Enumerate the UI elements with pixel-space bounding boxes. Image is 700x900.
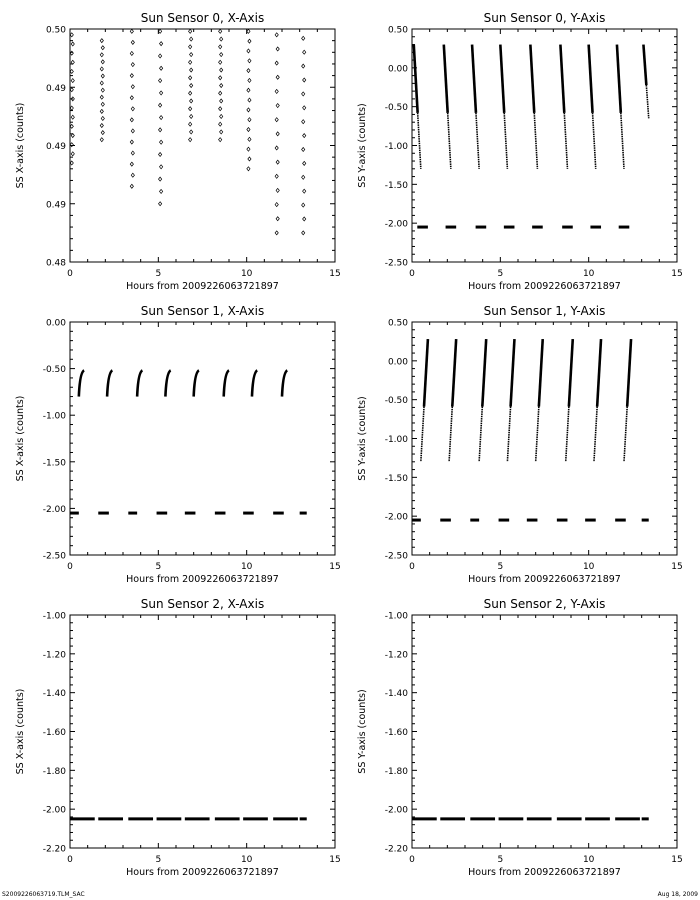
y-tick-label: -2.50 [42, 551, 66, 562]
data-line [589, 45, 593, 113]
data-arc [194, 370, 199, 396]
data-point [219, 60, 222, 64]
data-point [220, 37, 223, 41]
data-line [627, 339, 631, 406]
data-line-tail [418, 113, 421, 169]
data-point [302, 92, 305, 96]
chart-panel-0 [15, 11, 341, 292]
data-line [569, 339, 573, 406]
data-point [247, 128, 250, 132]
data-line-tail [593, 113, 596, 169]
data-point [190, 84, 193, 88]
x-tick-label: 10 [240, 562, 253, 572]
plot-frame [412, 322, 677, 555]
data-point [159, 54, 162, 58]
y-tick-label: -1.50 [42, 458, 66, 469]
data-point [276, 47, 279, 51]
data-point [247, 88, 250, 92]
data-point [247, 147, 250, 151]
y-tick-label: 0.49 [45, 200, 66, 211]
y-tick-label: -1.00 [384, 611, 408, 622]
y-tick-label: -1.50 [384, 180, 408, 191]
data-point [303, 217, 306, 221]
data-point [220, 99, 223, 103]
data-line-tail [421, 407, 424, 462]
x-axis-label: Hours from 2009226063721897 [126, 281, 279, 292]
data-line [452, 339, 456, 406]
data-point [275, 231, 278, 235]
data-point [130, 118, 133, 122]
data-point [220, 84, 223, 88]
data-point [159, 79, 162, 83]
x-tick-label: 10 [582, 855, 595, 865]
y-tick-label: -1.60 [384, 728, 408, 738]
data-point [190, 130, 193, 134]
data-point [160, 91, 163, 95]
data-point [70, 143, 73, 147]
y-tick-label: 0.50 [45, 25, 66, 36]
x-tick-label: 10 [240, 855, 253, 865]
data-point [160, 165, 163, 169]
data-point [70, 69, 73, 73]
data-line-tail [566, 407, 569, 462]
data-point [131, 40, 134, 44]
data-point [219, 91, 222, 95]
data-point [100, 124, 103, 128]
y-tick-label: -1.00 [384, 142, 408, 152]
data-line-tail [504, 113, 507, 169]
data-line [597, 339, 601, 406]
data-point [219, 76, 222, 80]
data-point [130, 74, 133, 78]
y-tick-label: 0.00 [387, 64, 408, 75]
data-point [100, 53, 103, 57]
data-point [220, 53, 223, 57]
y-axis-label: SS Y-axis (counts) [357, 689, 368, 774]
y-tick-label: -0.50 [384, 396, 408, 407]
data-line-tail [646, 85, 648, 118]
data-point [247, 108, 250, 112]
data-point [275, 61, 278, 65]
data-point [303, 106, 306, 110]
x-tick-label: 0 [409, 855, 415, 865]
data-line [472, 45, 476, 113]
x-tick-label: 5 [497, 269, 504, 279]
data-line [500, 45, 504, 113]
chart-title: Sun Sensor 1, X-Axis [140, 304, 265, 318]
data-point [302, 175, 305, 179]
plot-frame [70, 615, 335, 848]
data-point [303, 50, 306, 54]
data-point [130, 140, 133, 144]
y-axis-label: SS Y-axis (counts) [357, 396, 368, 481]
chart-panel-5 [357, 597, 683, 878]
plot-frame [412, 615, 677, 848]
data-line [539, 339, 543, 406]
data-point [101, 74, 104, 78]
y-tick-label: 0.48 [45, 258, 66, 269]
y-tick-label: 0.00 [45, 318, 66, 329]
data-point [160, 42, 163, 46]
y-tick-label: -2.00 [384, 512, 408, 523]
data-point [276, 188, 279, 192]
data-arc [282, 370, 287, 396]
data-point [101, 131, 104, 135]
data-line [643, 45, 646, 86]
data-point [276, 75, 279, 79]
data-line [530, 45, 534, 113]
y-tick-label: -1.20 [384, 650, 408, 661]
data-line [414, 45, 418, 113]
data-line-tail [624, 407, 627, 462]
data-point [131, 85, 134, 89]
data-point [101, 116, 104, 120]
data-point [302, 231, 305, 235]
chart-title: Sun Sensor 0, X-Axis [140, 11, 265, 25]
y-tick-label: -2.00 [384, 805, 408, 816]
x-tick-label: 15 [671, 269, 683, 279]
x-tick-label: 15 [329, 562, 341, 572]
x-tick-label: 5 [155, 562, 162, 572]
y-tick-label: -0.50 [42, 365, 66, 376]
data-point [100, 39, 103, 43]
data-point [100, 67, 103, 71]
data-point [70, 161, 73, 165]
data-point [70, 51, 73, 55]
data-point [219, 29, 222, 33]
data-point [303, 161, 306, 165]
data-point [160, 66, 163, 70]
data-point [70, 124, 73, 128]
data-point [160, 140, 163, 144]
data-point [159, 152, 162, 156]
data-arc [137, 370, 142, 396]
data-point [276, 217, 279, 221]
data-line-tail [564, 113, 567, 169]
chart-panel-4 [15, 597, 341, 878]
y-tick-label: -1.40 [384, 689, 408, 700]
data-point [101, 102, 104, 106]
footer-filename: S2009226063719.TLM_SAC [2, 891, 85, 898]
x-tick-label: 10 [240, 269, 253, 279]
data-point [276, 104, 279, 108]
data-point [248, 98, 251, 102]
y-tick-label: -1.80 [384, 766, 408, 777]
data-point [101, 60, 104, 64]
data-point [220, 68, 223, 72]
data-point [100, 95, 103, 99]
data-point [130, 184, 133, 188]
data-point [190, 99, 193, 103]
data-point [247, 69, 250, 73]
data-point [219, 107, 222, 111]
y-tick-label: -1.50 [384, 473, 408, 484]
data-point [71, 42, 74, 46]
chart-title: Sun Sensor 1, Y-Axis [483, 304, 606, 318]
y-tick-label: -1.00 [42, 611, 66, 622]
data-point [275, 203, 278, 207]
data-point [247, 49, 250, 53]
data-point [131, 63, 134, 67]
data-point [248, 59, 251, 63]
y-tick-label: 0.49 [45, 83, 66, 94]
data-point [275, 174, 278, 178]
y-axis-label: SS X-axis (counts) [15, 395, 26, 482]
series-0 [70, 29, 306, 235]
y-tick-label: -1.40 [42, 689, 66, 700]
data-point [101, 88, 104, 92]
x-tick-label: 5 [155, 269, 162, 279]
y-tick-label: 0.00 [387, 357, 408, 368]
x-tick-label: 0 [67, 855, 73, 865]
y-tick-label: -1.80 [42, 766, 66, 777]
data-point [303, 189, 306, 193]
data-point [71, 115, 74, 119]
data-point [190, 53, 193, 57]
data-point [247, 29, 250, 33]
data-line-tail [507, 407, 510, 462]
x-tick-label: 15 [329, 269, 341, 279]
y-tick-label: 0.50 [387, 318, 408, 329]
data-point [275, 33, 278, 37]
chart-title: Sun Sensor 2, X-Axis [140, 597, 265, 611]
data-line [482, 339, 486, 406]
data-line [444, 45, 448, 113]
data-line-tail [536, 407, 539, 462]
data-arc [79, 370, 84, 396]
data-line [511, 339, 515, 406]
data-point [276, 160, 279, 164]
x-tick-label: 0 [67, 562, 73, 572]
series-0 [79, 370, 287, 396]
y-tick-label: -1.00 [42, 411, 66, 422]
x-axis-label: Hours from 2009226063721897 [468, 867, 621, 878]
data-point [220, 130, 223, 134]
data-line-tail [479, 407, 482, 462]
data-line-tail [594, 407, 597, 462]
data-point [71, 79, 74, 83]
data-point [159, 103, 162, 107]
data-point [131, 107, 134, 111]
data-line-tail [476, 113, 479, 169]
y-tick-label: 0.49 [45, 142, 66, 152]
data-line [424, 339, 428, 406]
data-point [248, 137, 251, 141]
data-point [159, 177, 162, 181]
x-axis-label: Hours from 2009226063721897 [126, 867, 279, 878]
data-line-tail [448, 113, 451, 169]
data-point [189, 138, 192, 142]
data-arc [165, 370, 170, 396]
data-point [189, 91, 192, 95]
data-point [248, 118, 251, 122]
data-point [275, 146, 278, 150]
plot-frame [70, 322, 335, 555]
data-point [159, 202, 162, 206]
data-point [130, 29, 133, 33]
data-point [220, 114, 223, 118]
data-point [70, 88, 73, 92]
x-tick-label: 0 [409, 269, 415, 279]
data-point [131, 173, 134, 177]
data-point [71, 152, 74, 156]
data-point [189, 45, 192, 49]
chart-panel-2 [15, 304, 341, 585]
footer-date: Aug 18, 2009 [657, 891, 698, 898]
data-point [189, 76, 192, 80]
data-point [189, 107, 192, 111]
x-tick-label: 5 [497, 855, 504, 865]
data-point [100, 109, 103, 113]
x-tick-label: 10 [582, 562, 595, 572]
series-0 [414, 45, 649, 169]
data-line-tail [449, 407, 452, 462]
data-point [130, 162, 133, 166]
data-point [302, 147, 305, 151]
x-tick-label: 5 [497, 562, 504, 572]
series-0 [421, 339, 631, 462]
y-tick-label: -2.20 [42, 844, 66, 855]
data-point [131, 151, 134, 155]
x-tick-label: 0 [409, 562, 415, 572]
data-line [617, 45, 621, 113]
y-tick-label: 0.50 [387, 25, 408, 36]
data-point [189, 29, 192, 33]
data-arc [107, 370, 112, 396]
x-tick-label: 5 [155, 855, 162, 865]
data-point [100, 81, 103, 85]
data-point [302, 36, 305, 40]
y-axis-label: SS X-axis (counts) [15, 688, 26, 775]
data-point [159, 128, 162, 132]
chart-panel-1 [357, 11, 683, 292]
data-point [190, 114, 193, 118]
data-point [247, 167, 250, 171]
data-point [275, 89, 278, 93]
y-tick-label: -2.50 [384, 551, 408, 562]
data-point [302, 203, 305, 207]
data-point [219, 45, 222, 49]
y-axis-label: SS Y-axis (counts) [357, 103, 368, 188]
y-tick-label: -1.00 [384, 435, 408, 445]
data-point [130, 51, 133, 55]
data-point [190, 37, 193, 41]
y-tick-label: -2.00 [42, 805, 66, 816]
data-line [560, 45, 564, 113]
data-point [275, 118, 278, 122]
chart-title: Sun Sensor 2, Y-Axis [483, 597, 606, 611]
y-tick-label: -1.20 [42, 650, 66, 661]
data-arc [252, 370, 257, 396]
data-point [190, 68, 193, 72]
plot-frame [70, 29, 335, 262]
data-point [70, 106, 73, 110]
x-tick-label: 15 [671, 562, 683, 572]
x-axis-label: Hours from 2009226063721897 [468, 281, 621, 292]
x-axis-label: Hours from 2009226063721897 [468, 574, 621, 585]
y-tick-label: -2.00 [42, 504, 66, 515]
chart-title: Sun Sensor 0, Y-Axis [483, 11, 606, 25]
data-point [100, 138, 103, 142]
y-tick-label: -0.50 [384, 103, 408, 114]
data-point [219, 138, 222, 142]
x-tick-label: 15 [329, 855, 341, 865]
x-tick-label: 15 [671, 855, 683, 865]
data-arc [224, 370, 229, 396]
y-tick-label: -2.20 [384, 844, 408, 855]
chart-panel-3 [357, 304, 683, 585]
y-tick-label: -1.60 [42, 728, 66, 738]
data-point [302, 64, 305, 68]
data-point [303, 134, 306, 138]
data-line-tail [534, 113, 537, 169]
data-point [302, 120, 305, 124]
data-point [276, 132, 279, 136]
data-point [70, 33, 73, 37]
data-point [160, 189, 163, 193]
x-tick-label: 10 [582, 269, 595, 279]
data-point [189, 122, 192, 126]
data-point [159, 29, 162, 33]
y-axis-label: SS X-axis (counts) [15, 102, 26, 189]
data-point [130, 96, 133, 100]
data-point [131, 129, 134, 133]
x-tick-label: 0 [67, 269, 73, 279]
data-point [219, 122, 222, 126]
x-axis-label: Hours from 2009226063721897 [126, 574, 279, 585]
data-point [101, 46, 104, 50]
data-point [248, 157, 251, 161]
data-point [160, 116, 163, 120]
y-tick-label: -2.50 [384, 258, 408, 269]
data-point [189, 60, 192, 64]
data-point [248, 39, 251, 43]
y-tick-label: -2.00 [384, 219, 408, 230]
data-point [248, 78, 251, 82]
data-line-tail [621, 113, 624, 169]
data-point [303, 78, 306, 82]
